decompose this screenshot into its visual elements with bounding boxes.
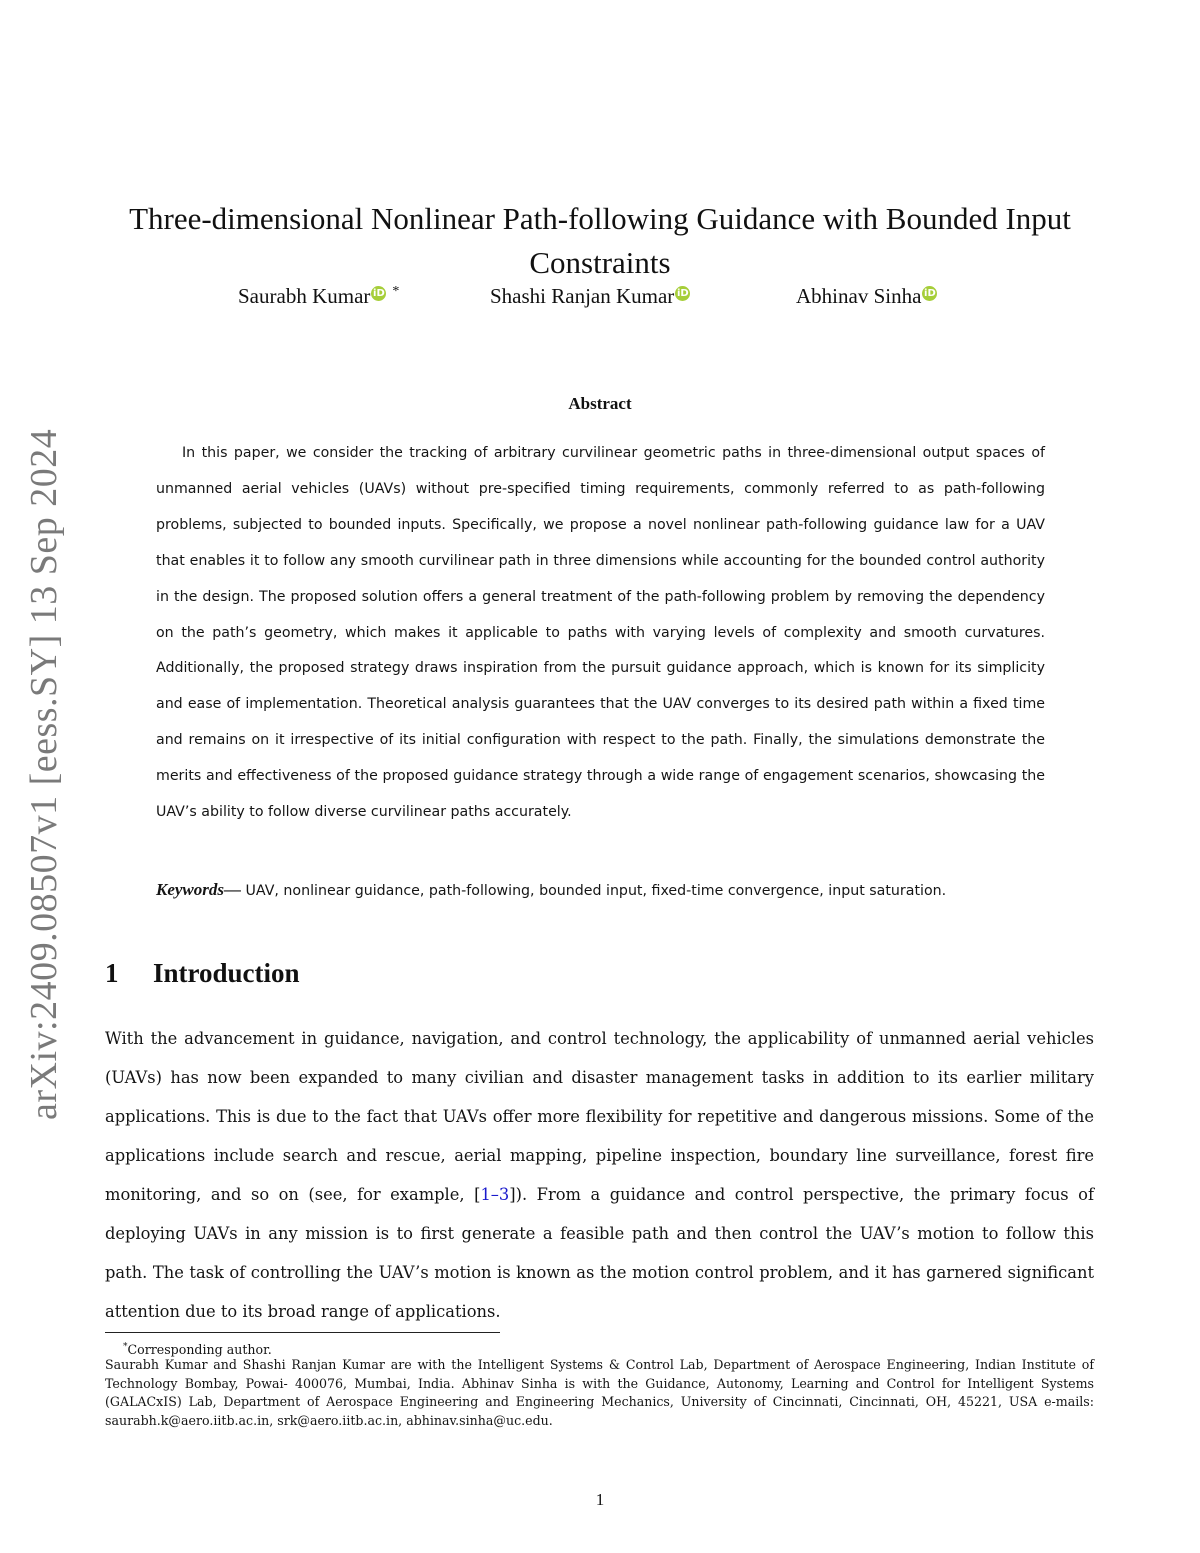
author-name: Abhinav Sinha	[796, 284, 922, 308]
intro-text-after-citation: ]). From a guidance and control perspective, the primary focus of deploying UAVs in any mission is to first generate a feasible path and then control the UAV’s motion to follow this path. The task of controlling the UAV’s motion is known as the motion control problem, and it has garnered significant attention due to its broad range of applications.	[105, 1185, 1094, 1321]
arxiv-identifier-stamp: arXiv:2409.08507v1 [eess.SY] 13 Sep 2024	[23, 428, 65, 1120]
orcid-icon[interactable]: iD	[676, 288, 689, 299]
section-title: Introduction	[153, 958, 300, 988]
footnote-affiliation: Saurabh Kumar and Shashi Ranjan Kumar are with the Intelligent Systems & Control Lab, Department of Aerospace Engineering, Indian Institute of Technology Bombay, Powai- 400076, Mumbai, India. Abhinav Sinha is with the Guidance, Autonomy, Learning and Control for Intelligent Systems (GALACxIS) Lab, Department of Aerospace Engineering and Engineering Mechanics, University of Cincinnati, Cincinnati, OH, 45221, USA e-mails: saurabh.k@aero.iitb.ac.in, srk@aero.iitb.ac.in, abhinav.sinha@uc.edu.	[105, 1357, 1094, 1428]
abstract-heading: Abstract	[568, 394, 632, 413]
section-heading	[105, 958, 300, 989]
orcid-icon[interactable]: iD	[373, 288, 385, 299]
author-1	[238, 284, 399, 309]
keywords-label: Keywords—	[156, 880, 241, 899]
author-list	[0, 284, 1200, 318]
paper-title: Three-dimensional Nonlinear Path-following Guidance with Bounded Input Constraints	[129, 200, 1071, 280]
intro-text-before-citation: With the advancement in guidance, navigation, and control technology, the applicability of unmanned aerial vehicles (UAVs) has now been expanded to many civilian and disaster management tasks in addition to its earlier military applications. This is due to the fact that UAVs offer more flexibility for repetitive and dangerous missions. Some of the applications include search and rescue, aerial mapping, pipeline inspection, boundary line surveillance, forest fire monitoring, and so on (see, for example, [	[105, 1029, 1094, 1204]
author-2	[490, 284, 690, 309]
orcid-icon[interactable]: iD	[924, 288, 936, 299]
keywords-line	[156, 880, 1045, 900]
author-name: Saurabh Kumar	[238, 284, 371, 308]
corresponding-author-mark: *	[392, 284, 400, 299]
author-3	[796, 284, 937, 309]
section-number: 1	[105, 958, 119, 988]
introduction-paragraph	[105, 1019, 1094, 1331]
footnote-mark: *	[123, 1342, 128, 1352]
author-name: Shashi Ranjan Kumar	[490, 284, 675, 308]
footnote-divider	[105, 1332, 500, 1333]
page-number: 1	[595, 1490, 605, 1509]
citation-link[interactable]: 1–3	[480, 1185, 510, 1204]
footnote-corresponding-text: Corresponding author.	[127, 1342, 272, 1357]
keywords-text: UAV, nonlinear guidance, path-following, bounded input, fixed-time convergence, input saturation.	[245, 883, 947, 899]
abstract-text: In this paper, we consider the tracking of arbitrary curvilinear geometric paths in three-dimensional output spaces of unmanned aerial vehicles (UAVs) without pre-specified timing requirements, commonly referred to as path-following problems, subjected to bounded inputs. Specifically, we propose a novel nonlinear path-following guidance law for a UAV that enables it to follow any smooth curvilinear path in three dimensions while accounting for the bounded control authority in the design. The proposed solution offers a general treatment of the path-following problem by removing the dependency on the path’s geometry, which makes it applicable to paths with varying levels of complexity and smooth curvatures. Additionally, the proposed strategy draws inspiration from the pursuit guidance approach, which is known for its simplicity and ease of implementation. Theoretical analysis guarantees that the UAV converges to its desired path within a fixed time and remains on it irrespective of its initial configuration with respect to the path. Finally, the simulations demonstrate the merits and effectiveness of the proposed guidance strategy through a wide range of engagement scenarios, showcasing the UAV’s ability to follow diverse curvilinear paths accurately.	[156, 445, 1045, 821]
